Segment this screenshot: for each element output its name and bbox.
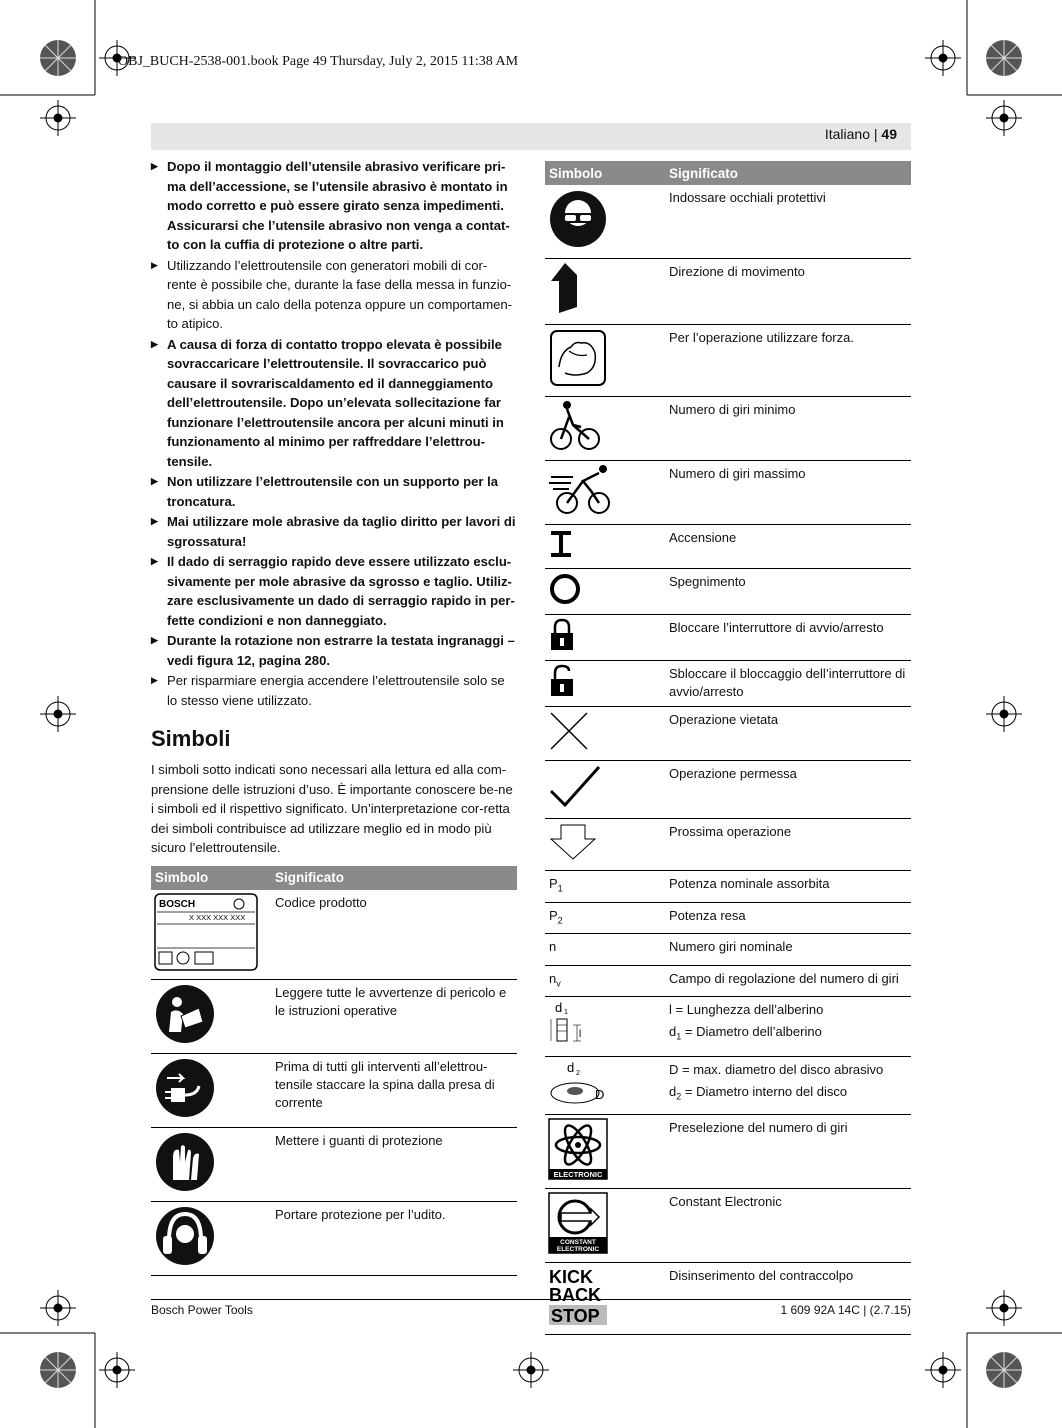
meaning-cell: Mettere i guanti di protezione — [271, 1127, 517, 1201]
disc-icon — [547, 1059, 613, 1107]
table-row — [151, 979, 517, 1053]
gloves-icon — [153, 1130, 217, 1194]
back-word: BACK — [549, 1285, 601, 1306]
bullet-item: ▶ Per risparmiare energia accendere l’elettroutensile solo se lo stesso viene utilizzato. — [151, 671, 517, 710]
cross-icon — [547, 709, 591, 753]
symbol-text: P — [549, 907, 558, 923]
bullet-item: ▶ Non utilizzare l’elettroutensile con un supporto per la troncatura. — [151, 472, 517, 511]
product-brand: BOSCH — [159, 898, 196, 910]
header-symbol: Simbolo — [545, 161, 665, 185]
lock-open-icon — [547, 663, 577, 699]
table-row — [545, 1115, 911, 1189]
symbol-text: n — [549, 939, 557, 955]
direction-arrow-icon — [547, 261, 587, 317]
meaning-cell: Potenza resa — [665, 902, 911, 934]
fast-cyclist-icon — [547, 463, 615, 517]
disc-label-d: d — [567, 1060, 575, 1076]
page-header-bar — [151, 123, 911, 150]
constant-caption: CONSTANT — [560, 1239, 596, 1247]
symbols-table-right — [545, 161, 911, 1335]
meaning-cell: Portare protezione per l’udito. — [271, 1201, 517, 1275]
table-row — [545, 461, 911, 525]
read-manual-icon — [153, 982, 217, 1046]
disc-inner-diameter: $d_2$ = Diametro interno del disco — [669, 1084, 848, 1102]
electronic-icon — [547, 1117, 609, 1181]
table-row — [151, 1053, 517, 1127]
table-row — [545, 1057, 911, 1115]
meaning-cell: Sbloccare il bloccaggio dell’interruttore di avvio/arresto — [665, 661, 911, 707]
header-meaning: Significato — [271, 866, 517, 890]
bullet-item: ▶ Utilizzando l’elettroutensile con generatori mobili di cor-rente è possibile che, durante la fase della messa in funzio-ne, si abbia un calo della potenza oppure un comportamen-to atipico. — [151, 256, 517, 334]
symbol-text: P — [549, 876, 558, 891]
table-row: $P_2$ Potenza resa — [545, 902, 911, 934]
product-code: X XXX XXX XXX — [189, 912, 246, 922]
meaning-cell: Preselezione del numero di giri — [665, 1115, 911, 1189]
disc-max-diameter: D = max. diametro del disco abrasivo — [669, 1062, 884, 1078]
header-symbol: Simbolo — [151, 866, 271, 890]
table-row — [545, 1189, 911, 1263]
meaning-cell: Disinserimento del contraccolpo — [665, 1263, 911, 1335]
meaning-cell: Spegnimento — [665, 569, 911, 615]
header-meaning: Significato — [665, 161, 911, 185]
symbol-text: n — [549, 970, 557, 986]
spindle-label-d-sub: 1 — [564, 1009, 568, 1017]
section-intro: I simboli sotto indicati sono necessari alla lettura ed alla com-prensione delle istruzioni d’uso. È importante conoscere be-ne i simboli ed il rispettivo significato. Un’interpretazione cor-retta dei simboli contribuisce ad utilizzare meglio ed in modo più sicuro l’elettroutensile. — [151, 762, 513, 855]
table-row — [545, 397, 911, 461]
footer-left: Bosch Power Tools — [151, 1303, 253, 1317]
page-separator: | — [873, 126, 878, 142]
meaning-cell: Prossima operazione — [665, 819, 911, 871]
table-row — [545, 569, 911, 615]
meaning-cell: Campo di regolazione del numero di giri — [665, 965, 911, 997]
kickback-stop-icon — [547, 1265, 609, 1327]
meaning-cell: Direzione di movimento — [665, 259, 911, 325]
slow-cyclist-icon — [547, 399, 603, 453]
constant-electronic-icon — [547, 1191, 609, 1255]
meaning-cell: Operazione vietata — [665, 707, 911, 761]
switch-off-icon — [547, 571, 583, 607]
table-row — [545, 615, 911, 661]
kick-word: KICK — [549, 1267, 593, 1288]
section-title: Simboli — [151, 726, 231, 751]
page-number: 49 — [881, 126, 897, 142]
table-row: $P_1$ Potenza nominale assorbita — [545, 871, 911, 903]
bullet-item: ▶ Durante la rotazione non estrarre la testata ingranaggi – vedi figura 12, pagina 280. — [151, 631, 517, 670]
spindle-diameter: $d_1$ = Diametro dell’alberino — [669, 1024, 822, 1042]
meaning-cell: Constant Electronic — [665, 1189, 911, 1263]
disc-label-d-sub: 2 — [576, 1070, 580, 1078]
electronic-caption: ELECTRONIC — [556, 1246, 600, 1254]
bullet-item: ▶ A causa di forza di contatto troppo elevata è possibile sovraccaricare l’elettroutensile. Il sovraccarico può causare il sovrariscaldamento ed il danneggiamento dell’elettroutensile. Dopo un’elevata sollecitazione far funzionare l’elettroutensile ancora per alcuni minuti in funzionamento al minimo per raffreddare l’elettrou-tensile. — [151, 335, 517, 472]
meaning-cell: Numero di giri massimo — [665, 461, 911, 525]
table-row — [545, 934, 911, 966]
spindle-label-l: l — [579, 1029, 582, 1041]
page-language-number — [825, 126, 897, 142]
meaning-cell: Leggere tutte le avvertenze di pericolo e le istruzioni operative — [271, 979, 517, 1053]
file-info: OBJ_BUCH-2538-001.book Page 49 Thursday, July 2, 2015 11:38 AM — [118, 54, 519, 69]
switch-on-icon — [547, 527, 577, 561]
bullet-item: ▶ Dopo il montaggio dell’utensile abrasivo verificare pri-ma dell’accessione, se l’utensile abrasivo è montato in modo corretto e può essere girato senza impedimenti. Assicurarsi che l’utensile abrasivo non venga a contat-to con la cuffia di protezione o altre parti. — [151, 157, 517, 255]
unplug-icon — [153, 1056, 217, 1120]
meaning-cell: Accensione — [665, 525, 911, 569]
table-row — [545, 525, 911, 569]
check-icon — [547, 763, 603, 811]
bullet-item: ▶ Il dado di serraggio rapido deve essere utilizzato esclu-sivamente per mole abrasive da sgrosso e taglio. Utiliz-zare esclusivamente un dado di serraggio rapido in per-fette condizioni e non danneggiato. — [151, 552, 517, 630]
disc-label-D: D — [595, 1087, 605, 1103]
meaning-cell: Potenza nominale assorbita — [665, 871, 911, 903]
meaning-cell: Codice prodotto — [271, 890, 517, 980]
page-footer — [151, 1299, 911, 1317]
table-row — [151, 1127, 517, 1201]
meaning-cell: Indossare occhiali protettivi — [665, 185, 911, 259]
table-row — [545, 707, 911, 761]
table-row — [151, 890, 517, 980]
symbols-table-left — [151, 866, 517, 1276]
product-label-icon — [153, 892, 259, 972]
table-row — [545, 185, 911, 259]
footer-right: 1 609 92A 14C | (2.7.15) — [780, 1303, 911, 1317]
left-column — [151, 157, 517, 1276]
spindle-icon — [547, 999, 591, 1049]
meaning-cell: Bloccare l’interruttore di avvio/arresto — [665, 615, 911, 661]
meaning-cell: Numero di giri minimo — [665, 397, 911, 461]
table-row — [545, 325, 911, 397]
table-row — [545, 661, 911, 707]
meaning-cell: Prima di tutti gli interventi all’elettrou-tensile staccare la spina dalla presa di corrente — [271, 1053, 517, 1127]
spindle-label-d: d — [555, 1000, 563, 1016]
ear-protection-icon — [153, 1204, 217, 1268]
table-row — [545, 819, 911, 871]
stop-word: STOP — [551, 1306, 600, 1327]
meaning-cell: Numero giri nominale — [665, 934, 911, 966]
bullet-item: ▶ Mai utilizzare mole abrasive da taglio diritto per lavori di sgrossatura! — [151, 512, 517, 551]
page-language: Italiano — [824, 126, 870, 142]
table-row — [545, 761, 911, 819]
lock-closed-icon — [547, 617, 577, 653]
table-row — [151, 1201, 517, 1275]
force-arm-icon — [547, 327, 609, 389]
electronic-caption: ELECTRONIC — [553, 1170, 603, 1180]
table-row — [545, 259, 911, 325]
right-column — [545, 161, 911, 1335]
spindle-length: l = Lunghezza dell’alberino — [669, 1002, 824, 1018]
meaning-cell: Per l’operazione utilizzare forza. — [665, 325, 911, 397]
next-arrow-icon — [547, 821, 599, 863]
table-row — [545, 997, 911, 1057]
goggles-icon — [547, 187, 609, 251]
table-row: $n_v$ Campo di regolazione del numero di giri — [545, 965, 911, 997]
meaning-cell: Operazione permessa — [665, 761, 911, 819]
